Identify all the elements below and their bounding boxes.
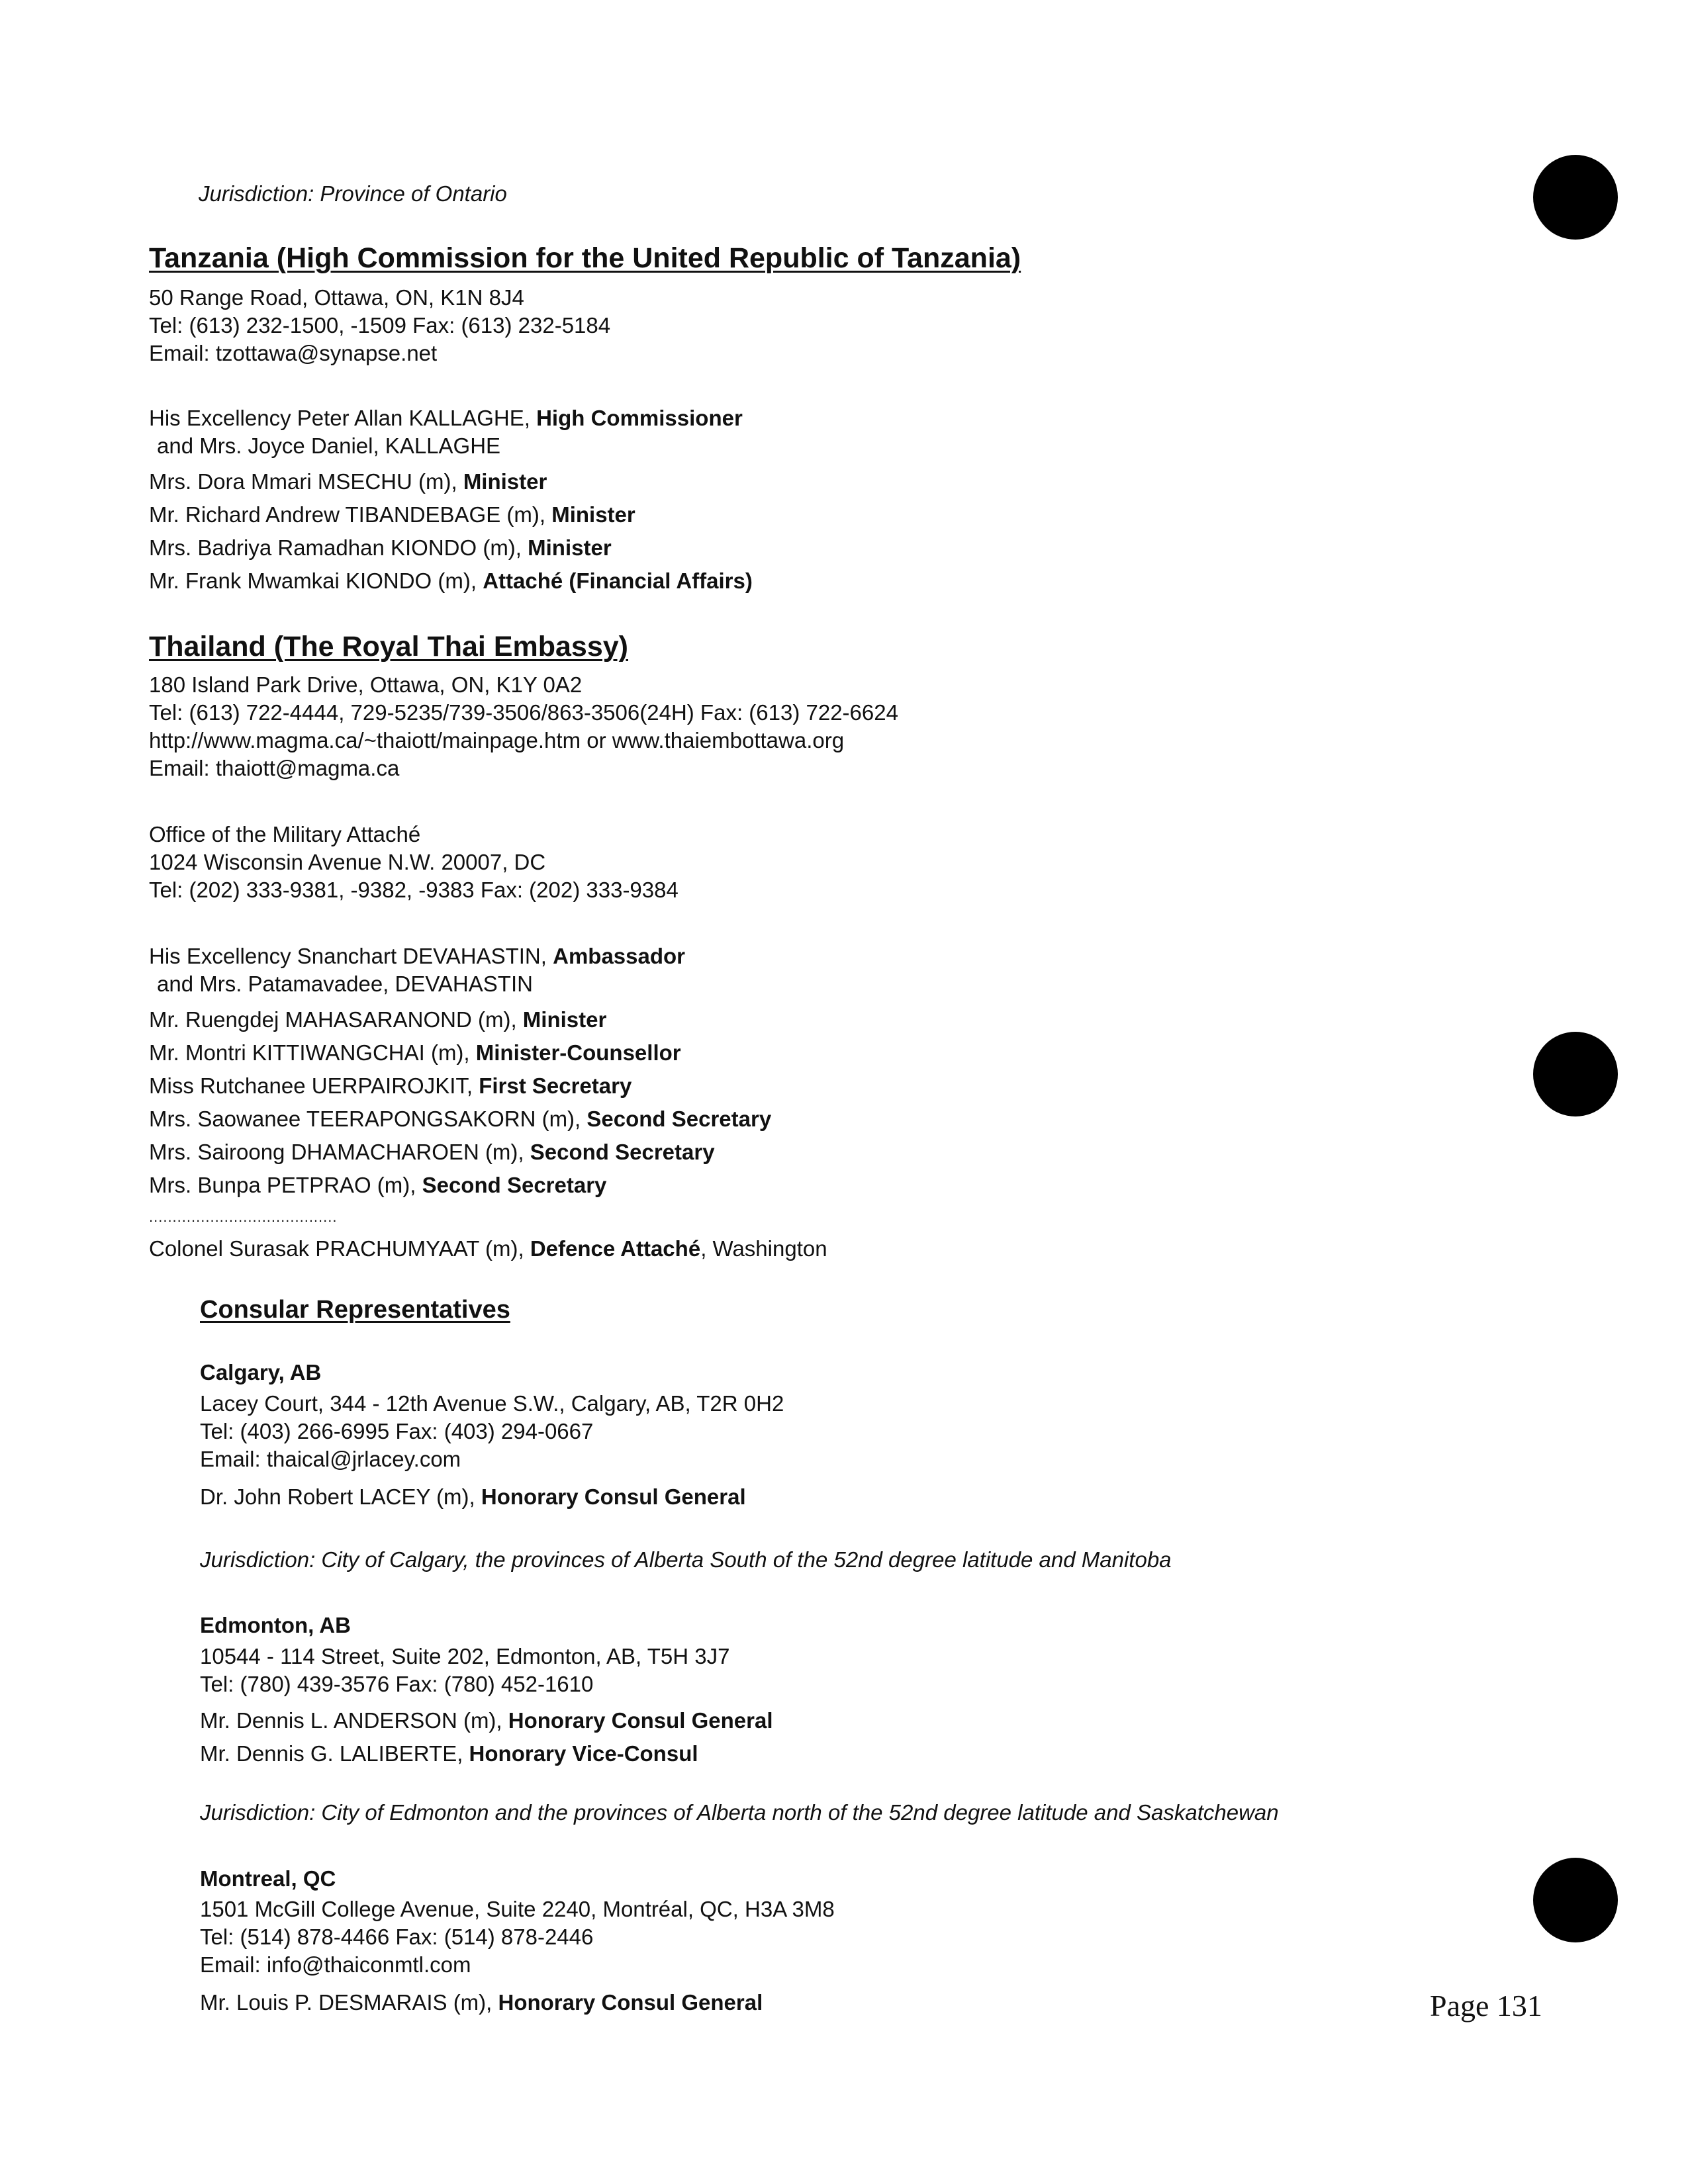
jurisdiction-text: City of Edmonton and the provinces of Alberta north of the 52nd degree latitude and Saskatchewan: [315, 1800, 1279, 1825]
person-title: Second Secretary: [422, 1173, 607, 1197]
thailand-heading: Thailand (The Royal Thai Embassy): [149, 631, 628, 662]
jurisdiction-label: Jurisdiction:: [200, 1800, 316, 1825]
calgary-email: Email: thaical@jrlacey.com: [200, 1447, 461, 1471]
person-name: Mr. Ruengdej MAHASARANOND (m),: [149, 1007, 523, 1032]
jurisdiction-label: Jurisdiction:: [200, 1547, 316, 1572]
thailand-web: http://www.magma.ca/~thaiott/mainpage.htm or www.thaiembottawa.org: [149, 728, 845, 752]
person-name: Mr. Dennis G. LALIBERTE,: [200, 1741, 469, 1766]
calgary-city: Calgary, AB: [200, 1360, 322, 1385]
person-title: Defence Attaché: [530, 1236, 701, 1261]
tanzania-staff-row: [149, 567, 753, 595]
person-title: Honorary Consul General: [481, 1484, 746, 1509]
person-title: Attaché (Financial Affairs): [483, 569, 753, 593]
tanzania-staff-row: [149, 501, 635, 529]
person-title: Second Secretary: [586, 1107, 772, 1131]
page-number: Page 131: [1430, 1989, 1542, 2023]
person-title: Minister: [463, 469, 547, 494]
person-name: Mrs. Saowanee TEERAPONGSAKORN (m),: [149, 1107, 587, 1131]
montreal-address: 1501 McGill College Avenue, Suite 2240, Montréal, QC, H3A 3M8: [200, 1897, 835, 1921]
military-office: Office of the Military Attaché: [149, 822, 421, 846]
punch-hole-bottom: [1533, 1858, 1618, 1942]
person-name: Mr. Montri KITTIWANGCHAI (m),: [149, 1040, 476, 1065]
thailand-staff-row: [149, 1138, 715, 1166]
person-title: Minister-Counsellor: [475, 1040, 681, 1065]
person-name: Mr. Dennis L. ANDERSON (m),: [200, 1708, 508, 1733]
person-title: Minister: [528, 535, 612, 560]
person-title: Honorary Vice-Consul: [469, 1741, 698, 1766]
edmonton-address: 10544 - 114 Street, Suite 202, Edmonton, AB, T5H 3J7: [200, 1644, 730, 1668]
person-title: Ambassador: [553, 944, 686, 968]
tanzania-heading: Tanzania (High Commission for the United Republic of Tanzania): [149, 242, 1021, 274]
thailand-staff-row: [149, 1006, 606, 1034]
person-name: Mr. Richard Andrew TIBANDEBAGE (m),: [149, 502, 552, 527]
consular-heading: Consular Representatives: [200, 1296, 510, 1324]
person-title: First Secretary: [479, 1073, 632, 1098]
thailand-staff-row: [149, 1072, 632, 1100]
edmonton-representative-2: [200, 1740, 698, 1768]
person-title: High Commissioner: [536, 406, 743, 430]
thailand-address: 180 Island Park Drive, Ottawa, ON, K1Y 0A2: [149, 672, 583, 697]
person-title: Minister: [522, 1007, 607, 1032]
person-title: Honorary Consul General: [498, 1990, 763, 2015]
dotted-separator: ........................................: [149, 1208, 338, 1225]
punch-hole-top: [1533, 155, 1618, 240]
calgary-tel: Tel: (403) 266-6995 Fax: (403) 294-0667: [200, 1419, 594, 1443]
defence-attache-row: [149, 1235, 827, 1263]
tanzania-tel: Tel: (613) 232-1500, -1509 Fax: (613) 232-5184: [149, 313, 611, 338]
person-name: Colonel Surasak PRACHUMYAAT (m),: [149, 1236, 530, 1261]
edmonton-representative-1: [200, 1707, 773, 1735]
person-name: Miss Rutchanee UERPAIROJKIT,: [149, 1073, 479, 1098]
punch-hole-middle: [1533, 1032, 1618, 1116]
thailand-head-of-mission: [149, 942, 685, 970]
tanzania-email: Email: tzottawa@synapse.net: [149, 341, 438, 365]
person-name: Mrs. Badriya Ramadhan KIONDO (m),: [149, 535, 528, 560]
person-location: , Washington: [700, 1236, 827, 1261]
jurisdiction-text: City of Calgary, the provinces of Alberta South of the 52nd degree latitude and Manitoba: [315, 1547, 1172, 1572]
tanzania-spouse: and Mrs. Joyce Daniel, KALLAGHE: [157, 433, 501, 458]
calgary-jurisdiction: [200, 1546, 1172, 1574]
calgary-address: Lacey Court, 344 - 12th Avenue S.W., Calgary, AB, T2R 0H2: [200, 1391, 784, 1416]
montreal-email: Email: info@thaiconmtl.com: [200, 1952, 471, 1977]
person-name: His Excellency Peter Allan KALLAGHE,: [149, 406, 537, 430]
person-name: Mrs. Sairoong DHAMACHAROEN (m),: [149, 1140, 530, 1164]
edmonton-city: Edmonton, AB: [200, 1613, 351, 1637]
thailand-spouse: and Mrs. Patamavadee, DEVAHASTIN: [157, 972, 533, 996]
edmonton-tel: Tel: (780) 439-3576 Fax: (780) 452-1610: [200, 1672, 594, 1696]
calgary-representative: [200, 1483, 746, 1511]
thailand-tel: Tel: (613) 722-4444, 729-5235/739-3506/863-3506(24H) Fax: (613) 722-6624: [149, 700, 898, 725]
tanzania-jurisdiction: [199, 180, 507, 208]
military-address: 1024 Wisconsin Avenue N.W. 20007, DC: [149, 850, 546, 874]
montreal-tel: Tel: (514) 878-4466 Fax: (514) 878-2446: [200, 1925, 594, 1949]
person-title: Second Secretary: [530, 1140, 715, 1164]
jurisdiction-text: Province of Ontario: [314, 181, 507, 206]
montreal-city: Montreal, QC: [200, 1866, 336, 1891]
tanzania-staff-row: [149, 534, 612, 562]
tanzania-address: 50 Range Road, Ottawa, ON, K1N 8J4: [149, 285, 524, 310]
thailand-email: Email: thaiott@magma.ca: [149, 756, 400, 780]
tanzania-head-of-mission: [149, 404, 743, 432]
thailand-staff-row: [149, 1171, 606, 1199]
jurisdiction-label: Jurisdiction:: [199, 181, 314, 206]
thailand-staff-row: [149, 1039, 681, 1067]
person-name: Mrs. Bunpa PETPRAO (m),: [149, 1173, 422, 1197]
tanzania-staff-row: [149, 468, 547, 496]
montreal-representative: [200, 1989, 763, 2017]
person-name: Mrs. Dora Mmari MSECHU (m),: [149, 469, 463, 494]
edmonton-jurisdiction: [200, 1799, 1279, 1827]
person-name: His Excellency Snanchart DEVAHASTIN,: [149, 944, 553, 968]
person-title: Minister: [551, 502, 635, 527]
person-name: Mr. Frank Mwamkai KIONDO (m),: [149, 569, 483, 593]
person-name: Dr. John Robert LACEY (m),: [200, 1484, 481, 1509]
military-tel: Tel: (202) 333-9381, -9382, -9383 Fax: (202) 333-9384: [149, 878, 679, 902]
person-name: Mr. Louis P. DESMARAIS (m),: [200, 1990, 498, 2015]
thailand-staff-row: [149, 1105, 771, 1133]
person-title: Honorary Consul General: [508, 1708, 773, 1733]
